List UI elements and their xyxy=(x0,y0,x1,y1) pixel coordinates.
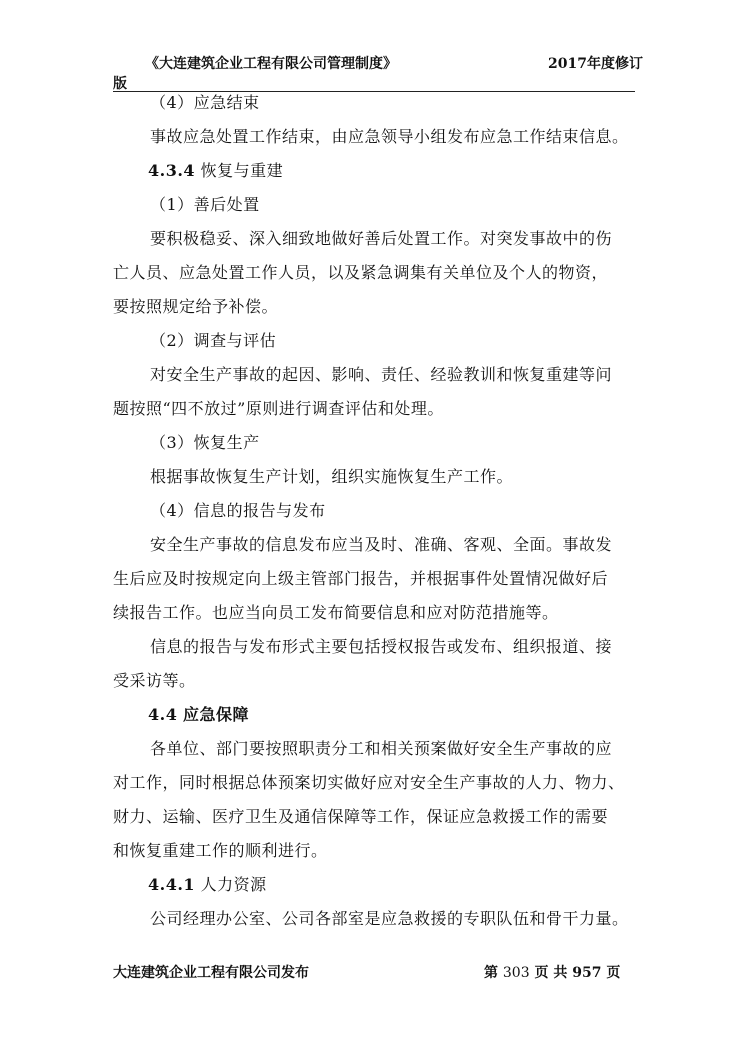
paragraph-line: 安全生产事故的信息发布应当及时、准确、客观、全面。事故发 xyxy=(150,535,613,554)
total-pages: 957 xyxy=(572,965,602,981)
section-number: 4.4.1 xyxy=(148,875,196,894)
section-title: 应急保障 xyxy=(182,705,249,724)
subheading-emergency-end: （4）应急结束 xyxy=(150,93,260,112)
paragraph-line: 要积极稳妥、深入细致地做好善后处置工作。对突发事故中的伤 xyxy=(150,229,613,248)
section-title: 人力资源 xyxy=(200,875,267,894)
paragraph-line: 对安全生产事故的起因、影响、责任、经验教训和恢复重建等问 xyxy=(150,365,613,384)
section-4-4-1-heading xyxy=(148,875,267,895)
paragraph-line: 各单位、部门要按照职责分工和相关预案做好安全生产事故的应 xyxy=(150,739,613,758)
header-divider xyxy=(113,91,635,92)
page-prefix: 第 xyxy=(484,965,498,981)
paragraph-line: 信息的报告与发布形式主要包括授权报告或发布、组织报道、接 xyxy=(150,637,613,656)
footer-page-number xyxy=(484,962,620,982)
paragraph-line: 生后应及时按规定向上级主管部门报告，并根据事件处置情况做好后 xyxy=(113,569,609,588)
page-mid: 页 共 xyxy=(534,965,568,981)
paragraph-line: 和恢复重建工作的顺利进行。 xyxy=(113,841,328,860)
paragraph-line: 对工作，同时根据总体预案切实做好应对安全生产事故的人力、物力、 xyxy=(113,773,625,792)
revision-label-cont: 版 xyxy=(113,76,127,92)
footer-publisher: 大连建筑企业工程有限公司发布 xyxy=(113,965,309,981)
paragraph-line: 财力、运输、医疗卫生及通信保障等工作，保证应急救援工作的需要 xyxy=(113,807,609,826)
section-number: 4.4 xyxy=(148,705,178,724)
subheading-investigation: （2）调查与评估 xyxy=(150,331,277,350)
subheading-aftermath: （1）善后处置 xyxy=(150,195,260,214)
section-4-3-4-heading xyxy=(148,161,283,181)
paragraph-line: 根据事故恢复生产计划，组织实施恢复生产工作。 xyxy=(150,467,514,486)
paragraph-line: 亡人员、应急处置工作人员，以及紧急调集有关单位及个人的物资， xyxy=(113,263,609,282)
paragraph-line: 公司经理办公室、公司各部室是应急救援的专职队伍和骨干力量。 xyxy=(150,909,629,928)
section-4-4-heading xyxy=(148,705,249,725)
page-suffix: 页 xyxy=(606,965,621,981)
paragraph-line: 题按照“四不放过”原则进行调查评估和处理。 xyxy=(113,399,444,418)
revision-label: 2017年度修订 xyxy=(548,56,643,72)
subheading-info-report: （4）信息的报告与发布 xyxy=(150,501,326,520)
paragraph-line: 受采访等。 xyxy=(113,671,196,690)
paragraph-line: 续报告工作。也应当向员工发布简要信息和应对防范措施等。 xyxy=(113,603,559,622)
current-page: 303 xyxy=(502,965,530,981)
document-title: 《大连建筑企业工程有限公司管理制度》 xyxy=(145,56,397,72)
section-number: 4.3.4 xyxy=(148,161,196,180)
section-title: 恢复与重建 xyxy=(200,161,284,180)
paragraph-line: 要按照规定给予补偿。 xyxy=(113,297,279,316)
paragraph-line: 事故应急处置工作结束，由应急领导小组发布应急工作结束信息。 xyxy=(150,127,629,146)
subheading-recovery: （3）恢复生产 xyxy=(150,433,260,452)
